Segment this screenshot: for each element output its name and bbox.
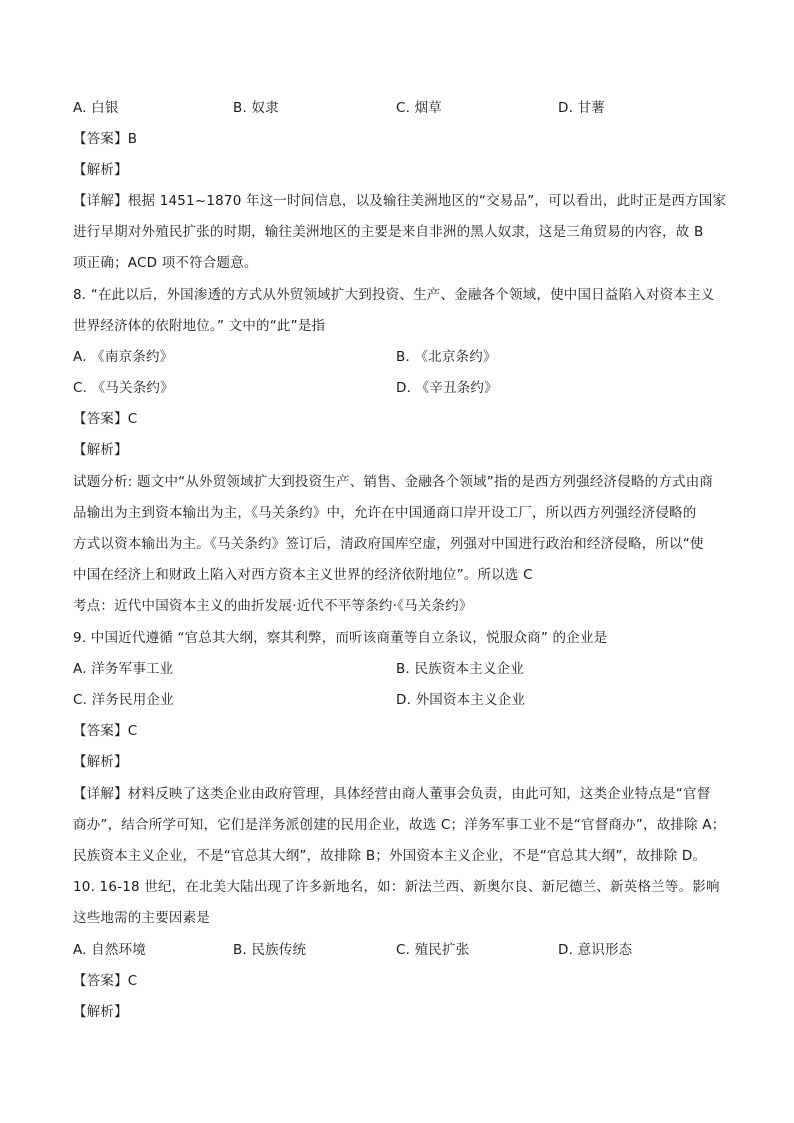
q10-option-b: B. 民族传统 — [233, 942, 307, 958]
q8-analysis-line-3: 方式以资本输出为主。《马关条约》签订后，清政府国库空虚，列强对中国进行政治和经济侵略，所以“使 — [73, 536, 704, 552]
q8-option-a: A. 《南京条约》 — [73, 349, 174, 365]
q10-option-a: A. 自然环境 — [73, 942, 146, 958]
q9-detail-line-1: 【详解】材料反映了这类企业由政府管理，具体经营由商人董事会负责，由此可知，这类企业特点是“官督 — [73, 786, 711, 802]
q9-option-c: C. 洋务民用企业 — [73, 692, 174, 708]
q9-answer: 【答案】C — [73, 723, 138, 739]
q10-stem-line-1: 10. 16-18 世纪，在北美大陆出现了许多新地名，如：新法兰西、新奥尔良、新尼德兰、新英格兰等。影响 — [73, 879, 720, 895]
q8-option-b: B. 《北京条约》 — [396, 349, 497, 365]
q7-detail-line-2: 进行早期对外殖民扩张的时期，输往美洲地区的主要是来自非洲的黑人奴隶，这是三角贸易的内容，故 B — [73, 224, 704, 240]
q7-analysis-label: 【解析】 — [73, 162, 128, 178]
q10-answer: 【答案】C — [73, 973, 138, 989]
q8-stem-line-1: 8. “在此以后，外国渗透的方式从外贸领域扩大到投资、生产、金融各个领域，使中国日益陷入对资本主义 — [73, 287, 715, 303]
q8-analysis-line-4: 中国在经济上和财政上陷入对西方资本主义世界的经济依附地位”。所以选 C — [73, 567, 533, 583]
q7-answer: 【答案】B — [73, 131, 138, 147]
q10-analysis-label: 【解析】 — [73, 1004, 128, 1020]
q8-kaodian: 考点：近代中国资本主义的曲折发展·近代不平等条约·《马关条约》 — [73, 598, 473, 614]
q7-option-c: C. 烟草 — [396, 100, 443, 116]
q7-option-d: D. 甘薯 — [558, 100, 605, 116]
q9-option-b: B. 民族资本主义企业 — [396, 661, 525, 677]
q8-analysis-line-1: 试题分析: 题文中“从外贸领域扩大到投资生产、销售、金融各个领域”指的是西方列强经济侵略的方式由商 — [73, 474, 714, 490]
q9-option-d: D. 外国资本主义企业 — [396, 692, 526, 708]
q9-option-a: A. 洋务军事工业 — [73, 661, 174, 677]
q10-stem-line-2: 这些地需的主要因素是 — [73, 910, 210, 926]
q8-option-c: C. 《马关条约》 — [73, 380, 174, 396]
q9-detail-line-3: 民族资本主义企业，不是“官总其大纲”，故排除 B；外国资本主义企业，不是“官总其大纲”，故排除 D。 — [73, 848, 707, 864]
q8-answer: 【答案】C — [73, 411, 138, 427]
q7-detail-line-1: 【详解】根据 1451~1870 年这一时间信息，以及输往美洲地区的“交易品”，可以看出，此时正是西方国家 — [73, 193, 727, 209]
q9-detail-line-2: 商办”，结合所学可知，它们是洋务派创建的民用企业，故选 C；洋务军事工业不是“官督商办”，故排除 A； — [73, 817, 726, 833]
q9-analysis-label: 【解析】 — [73, 754, 128, 770]
q8-analysis-line-2: 品输出为主到资本输出为主，《马关条约》中，允许在中国通商口岸开设工厂，所以西方列强经济侵略的 — [73, 505, 697, 521]
q7-detail-line-3: 项正确；ACD 项不符合题意。 — [73, 255, 258, 271]
q7-option-b: B. 奴隶 — [233, 100, 279, 116]
q9-stem: 9. 中国近代遵循 “官总其大纲，察其利弊，而听该商董等自立条议，悦服众商” 的企业是 — [73, 630, 608, 646]
q7-option-a: A. 白银 — [73, 100, 119, 116]
q10-option-c: C. 殖民扩张 — [396, 942, 470, 958]
q10-option-d: D. 意识形态 — [558, 942, 633, 958]
q8-analysis-label: 【解析】 — [73, 442, 128, 458]
q8-stem-line-2: 世界经济体的依附地位。” 文中的“此”是指 — [73, 318, 326, 334]
q8-option-d: D. 《辛丑条约》 — [396, 380, 498, 396]
